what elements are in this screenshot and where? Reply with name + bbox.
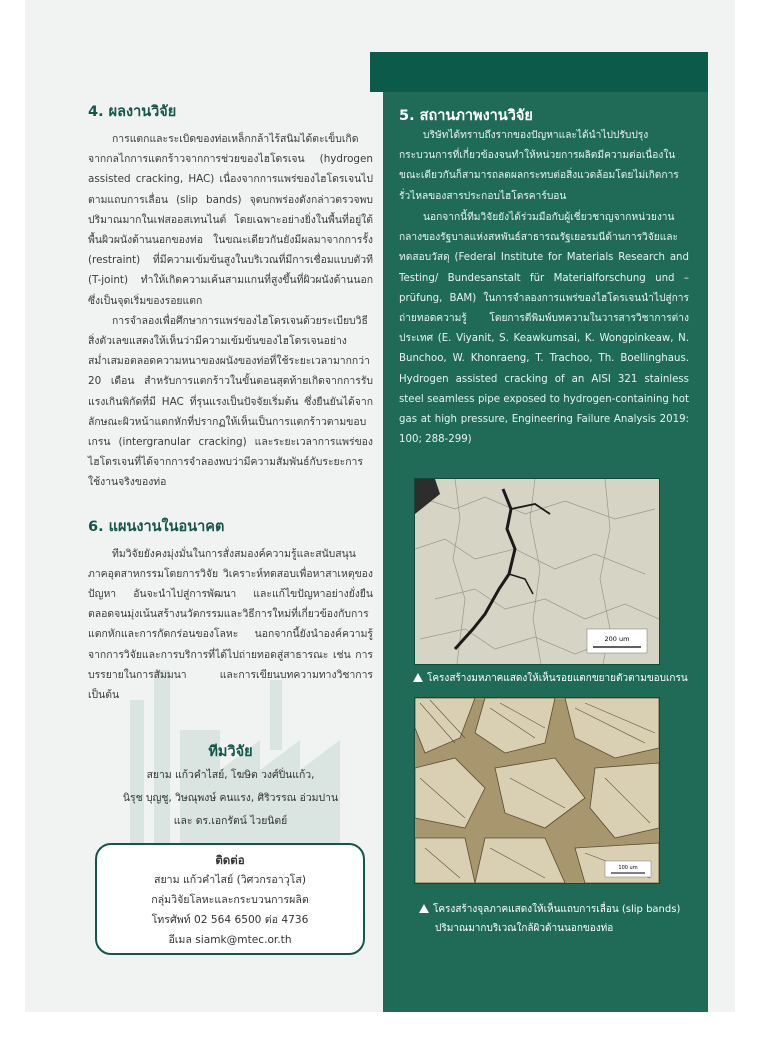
triangle-icon [413, 673, 423, 682]
top-accent-bar [370, 52, 708, 92]
team-line-2: นิรุช บุญชู, วิษณุพงษ์ คนแรง, ศิริวรรณ อ่วมปาน [122, 792, 339, 804]
section-4-heading: 4. ผลงานวิจัย [88, 104, 177, 120]
scale-label-1: 200 um [604, 635, 630, 643]
caption-2-line-1: โครงสร้างจุลภาคแสดงให้เห็นแถบการเลื่อน (slip bands) [419, 900, 680, 919]
team-title: ทีมวิจัย [208, 744, 253, 760]
contact-title: ติดต่อ [215, 853, 245, 867]
microstructure-micrograph [414, 697, 660, 884]
section-5-paragraph-1: บริษัทได้ทราบถึงรากของปัญหาและได้นำไปปรับปรุงกระบวนการที่เกี่ยวข้องจนทำให้หน่วยการผลิตมีความต่อเนื่องในขณะเดียวกันก็สามารถลดผลกระทบต่อสิ่งแวดล้อมโดยไม่เกิดการรั่วไหลของสารประกอบไฮโดรคาร์บอน [399, 130, 679, 202]
contact-email[interactable]: อีเมล siamk@mtec.or.th [168, 934, 292, 946]
macrostructure-micrograph [414, 478, 660, 665]
section-4-paragraph-1: การแตกและระเบิดของท่อเหล็กกล้าไร้สนิมได้ตะเข็บเกิดจากกลไกการแตกร้าวจากการช่วยของไฮโดรเจน (hydrogen assisted cracking, HAC) เนื่องจากการแพร่ของไฮโดรเจนไปตามแถบการเลื่อน (slip bands) จุดบกพร่องดังกล่าวตรวจพบปริมาณมากในเฟสออสเทนไนต์ โดยเฉพาะอย่างยิ่งในพื้นที่อยู่ใต้พื้นผิวผนังด้านนอกของท่อ ในขณะเดียวกันยังมีผลมาจากการรั้ง (restraint) ที่มีความเข้มข้นสูงในบริเวณที่มีการเชื่อมแบบตัวที (T-joint) ทำให้เกิดความเค้นสามแกนที่สูงขึ้นที่ผิวผนังด้านนอกซึ่งเป็นจุดเริ่มของรอยแตก [88, 133, 373, 307]
section-5-paragraph-2: นอกจากนี้ทีมวิจัยยังได้ร่วมมือกับผู้เชี่ยวชาญจากหน่วยงานกลางของรัฐบาลแห่งสหพันธ์สาธารณรัฐเยอรมนีด้านการวิจัยและทดสอบวัสดุ (Federal Institute for Materials Research and Testing/ Bundesanstalt für Materialforschung und –prüfung, BAM) ในการจำลองการแพร่ของไฮโดรเจนนำไปสู่การถ่ายทอดความรู้ โดยการตีพิมพ์บทความในวารสารวิชาการต่างประเทศ (E. Viyanit, S. Keawkumsai, K. Wongpinkeaw, N. Bunchoo, W. Khonraeng, T. Trachoo, Th. Boellinghaus. Hydrogen assisted cracking of an AISI 321 stainless steel seamless pipe exposed to hydrogen-containing hot gas at high pressure, Engineering Failure Analysis 2019: 100; 288-299) [399, 212, 689, 446]
contact-box [95, 843, 365, 955]
section-5-heading: 5. สถานภาพงานวิจัย [399, 108, 533, 124]
team-line-3: และ ดร.เอกรัตน์ ไวยนิตย์ [173, 815, 288, 827]
caption-2-line-2: ปริมาณมากบริเวณใกล้ผิวด้านนอกของท่อ [435, 923, 614, 934]
contact-phone: โทรศัพท์ 02 564 6500 ต่อ 4736 [151, 914, 309, 926]
section-4-paragraph-2: การจำลองเพื่อศึกษาการแพร่ของไฮโดรเจนด้วยระเบียบวิธีสิ่งตัวเลขแสดงให้เห็นว่ามีความเข้มข้นของไฮโดรเจนอย่างสม่ำเสมอตลอดความหนาของผนังของท่อที่ใช้ระยะเวลามากกว่า 20 เดือน สำหรับการแตกร้าวในขั้นตอนสุดท้ายเกิดจากการรับแรงเกินพิกัดที่มี HAC ที่รุนแรงเป็นปัจจัยเริ่มต้น ซึ่งยืนยันได้จากลักษณะผิวหน้าแตกหักที่ปรากฏให้เห็นเป็นการแตกร้าวตามขอบเกรน (intergranular cracking) และระยะเวลาการแพร่ของไฮโดรเจนที่ได้จากการจำลองพบว่ามีความสัมพันธ์กับระยะการใช้งานจริงของท่อ [88, 314, 373, 489]
triangle-icon [419, 904, 429, 913]
scale-label-2: 100 um [618, 865, 638, 871]
contact-group: กลุ่มวิจัยโลหะและกระบวนการผลิต [151, 894, 309, 906]
caption-1: โครงสร้างมหภาคแสดงให้เห็นรอยแตกขยายตัวตามขอบเกรน [413, 669, 688, 688]
left-column [88, 100, 373, 705]
team-line-1: สยาม แก้วคำไสย์, โฆษิต วงศ์ปิ่นแก้ว, [146, 769, 315, 781]
section-6-paragraph: ทีมวิจัยยังคงมุ่งมั่นในการสั่งสมองค์ความรู้และสนับสนุนภาคอุตสาหกรรมโดยการวิจัย วิเคราะห์ทดสอบเพื่อหาสาเหตุของปัญหา อันจะนำไปสู่การพัฒนา และแก้ไขปัญหาอย่างยั่งยืน ตลอดจนมุ่งเน้นสร้างนวัตกรรมและวิธีการใหม่ที่เกี่ยวข้องกับการแตกหักและการกัดกร่อนของโลหะ นอกจากนี้ยังนำองค์ความรู้จากการวิจัยและการบริการที่ได้ไปถ่ายทอดสู่สาธารณะ เช่น การบรรยายในการสัมมนา และการเขียนบทความทางวิชาการเป็นต้น [88, 547, 373, 702]
right-panel [383, 92, 708, 1012]
contact-name: สยาม แก้วคำไสย์ (วิศวกรอาวุโส) [154, 874, 306, 886]
section-6-heading: 6. แผนงานในอนาคต [88, 518, 225, 535]
